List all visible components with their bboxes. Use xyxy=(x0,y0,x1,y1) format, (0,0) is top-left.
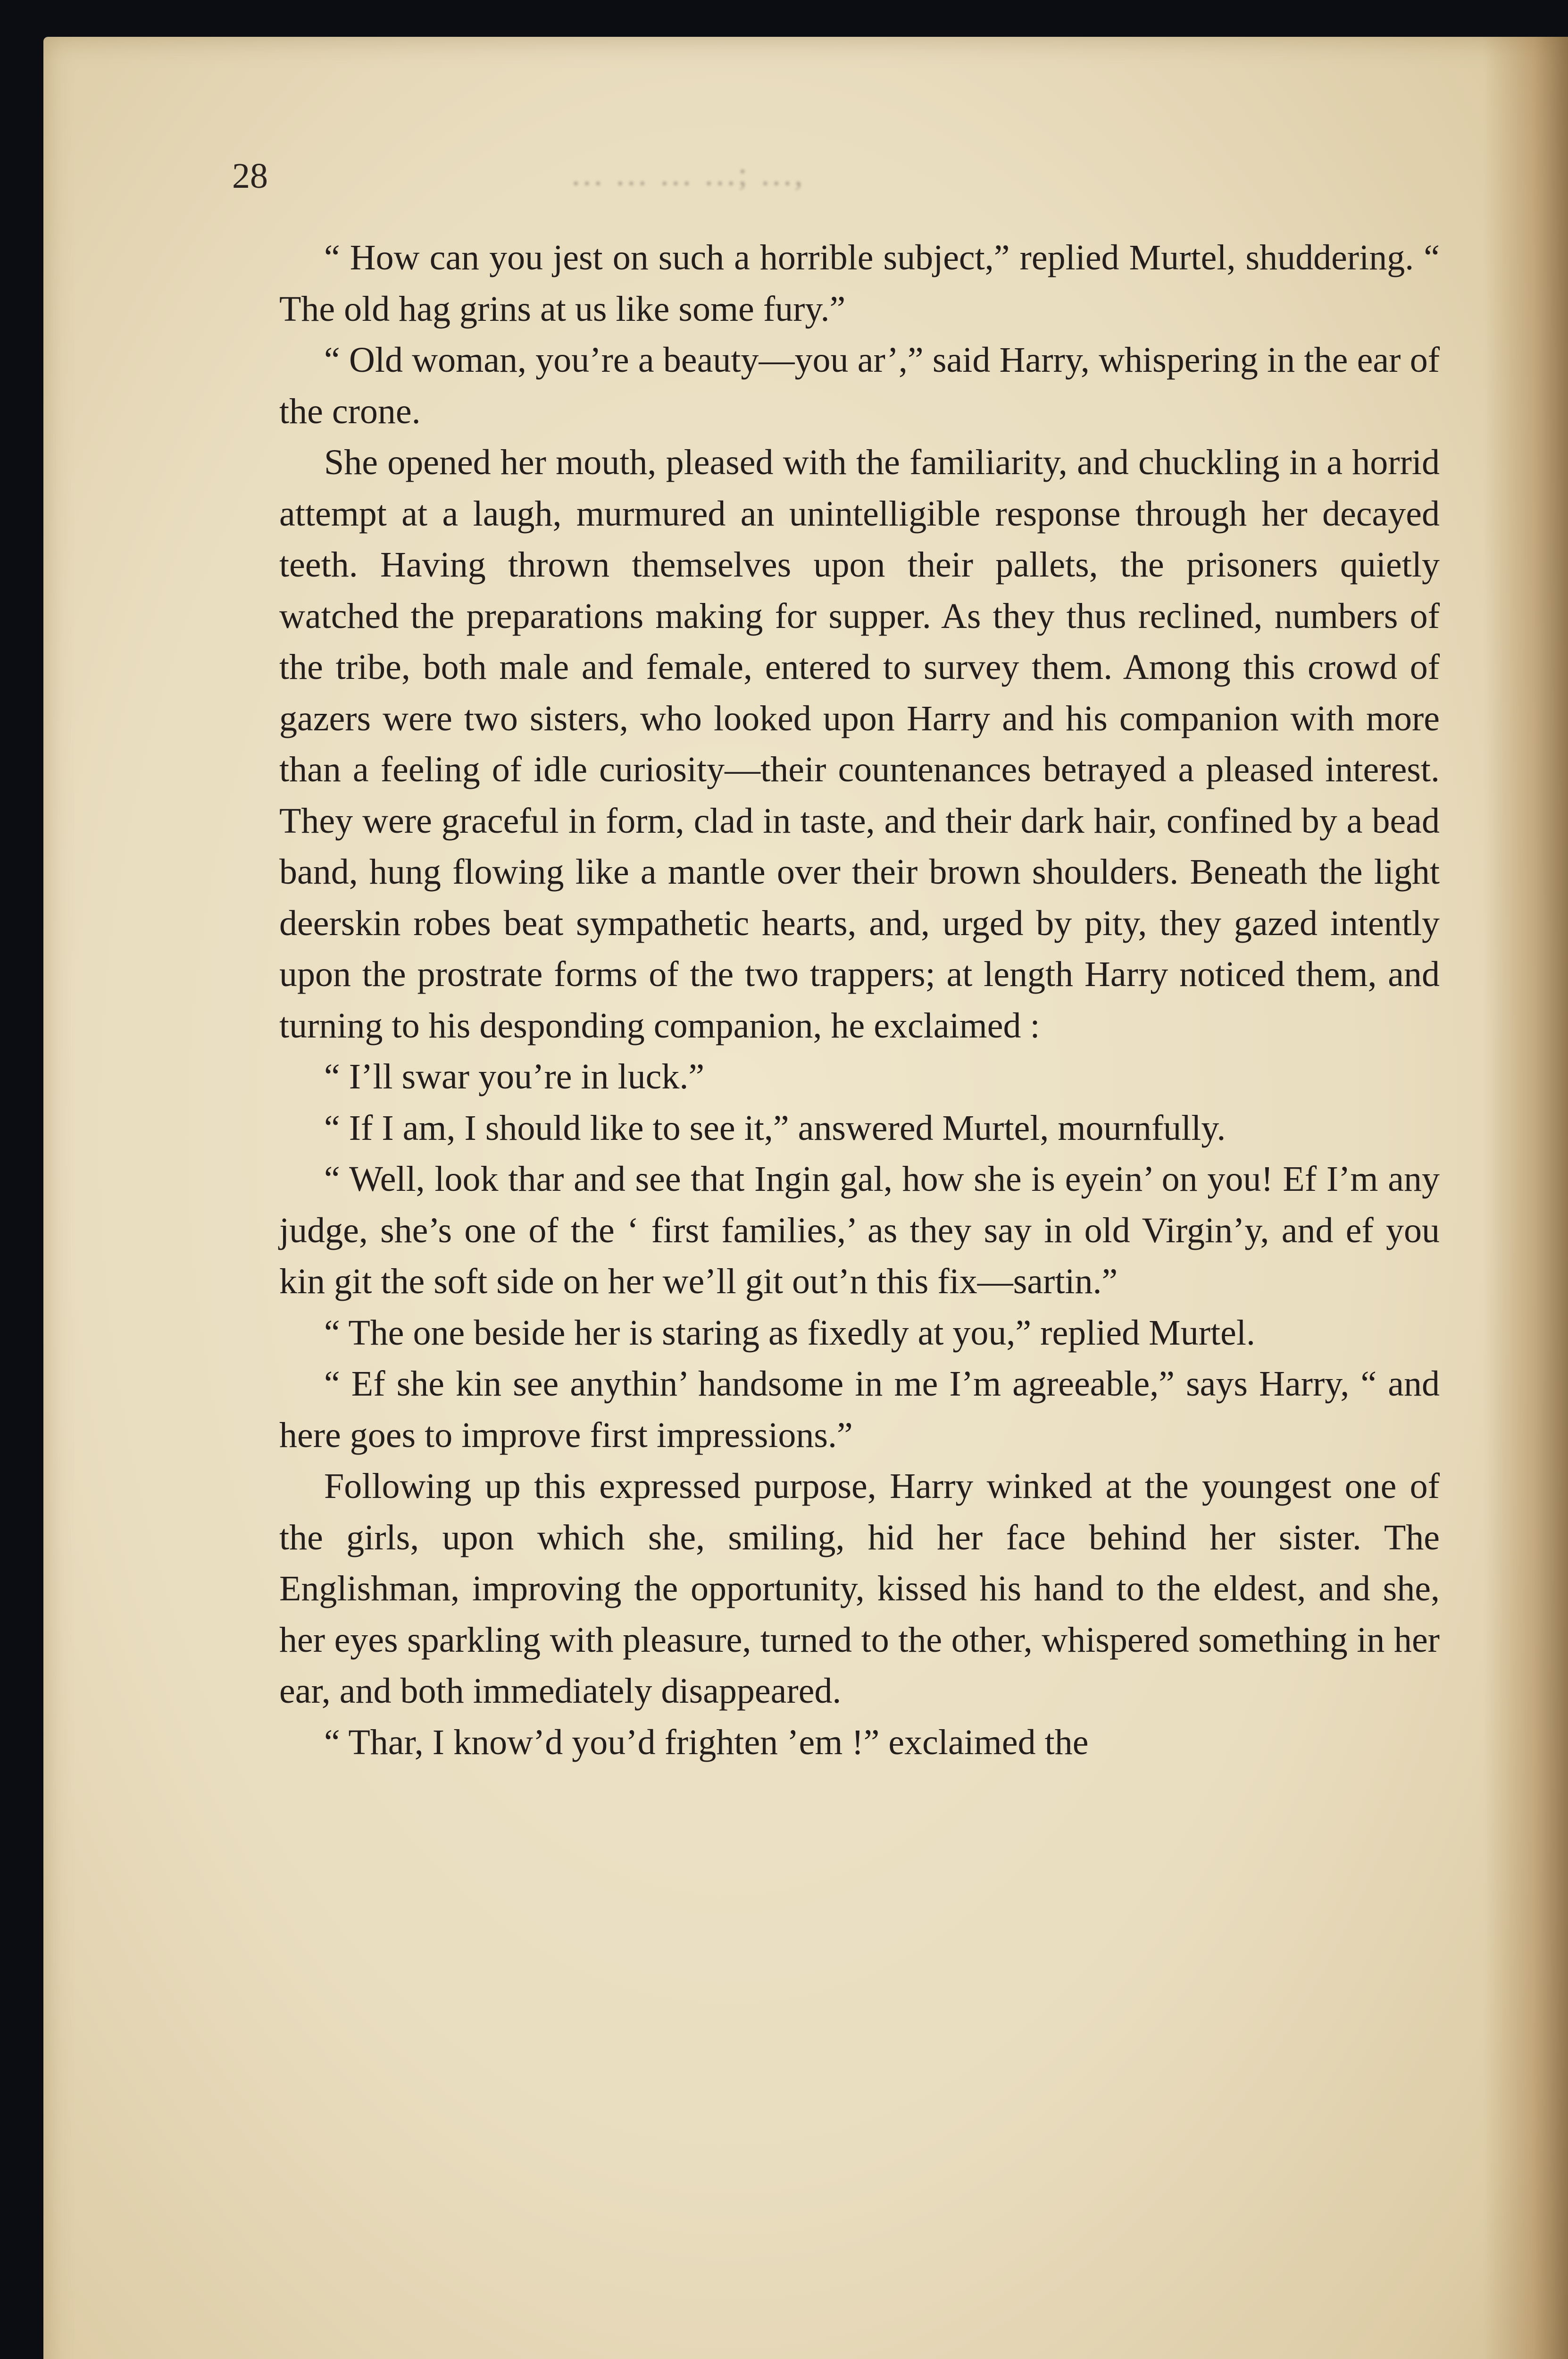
paragraph: “ I’ll swar you’re in luck.” xyxy=(324,1057,705,1096)
paragraph: “ Thar, I know’d you’d frighten ’em !” exclaimed the xyxy=(324,1722,1089,1762)
paragraph: “ Old woman, you’re a beauty—you ar’,” said Harry, whispering in the ear of the crone. xyxy=(279,340,1440,431)
running-title: ... ... ... ...; ..., xyxy=(572,156,806,192)
page-number: 28 xyxy=(232,156,268,196)
paragraph: “ The one beside her is staring as fixedly at you,” replied Murtel. xyxy=(324,1313,1255,1353)
paragraph: “ Well, look thar and see that Ingin gal, how she is eyein’ on you! Ef I’m any judge, she’s one of the ‘ first families,’ as they say in old Virgin’y, and ef you kin git the soft side on her we’ll git out’n this fix—sartin.” xyxy=(279,1159,1440,1301)
paragraph: “ How can you jest on such a horrible subject,” replied Murtel, shuddering. “ The old hag grins at us like some fury.” xyxy=(279,238,1440,329)
paragraph: “ If I am, I should like to see it,” answered Murtel, mournfully. xyxy=(324,1108,1226,1148)
body-text xyxy=(279,232,1440,1768)
paragraph: “ Ef she kin see anythin’ handsome in me I’m agreeable,” says Harry, “ and here goes to improve first impressions.” xyxy=(279,1364,1440,1455)
paragraph: Following up this expressed purpose, Harry winked at the youngest one of the girls, upon which she, smiling, hid her face behind her sister. The Englishman, improving the opportunity, kissed his hand to the eldest, and she, her eyes sparkling with pleasure, turned to the other, whispered something in her ear, and both immediately disappeared. xyxy=(279,1466,1440,1711)
running-head xyxy=(232,156,1459,208)
paragraph: She opened her mouth, pleased with the familiarity, and chuckling in a horrid attempt at a laugh, murmured an unintelligible response through her decayed teeth. Having thrown themselves upon their pallets, the prisoners quietly watched the preparations making for supper. As they thus reclined, numbers of the tribe, both male and female, entered to survey them. Among this crowd of gazers were two sisters, who looked upon Harry and his companion with more than a feeling of idle curiosity—their countenances betrayed a pleased interest. They were graceful in form, clad in taste, and their dark hair, confined by a bead band, hung flowing like a mantle over their brown shoulders. Beneath the light deerskin robes beat sympathetic hearts, and, urged by pity, they gazed intently upon the prostrate forms of the two trappers; at length Harry noticed them, and turning to his desponding companion, he exclaimed : xyxy=(279,443,1440,1046)
